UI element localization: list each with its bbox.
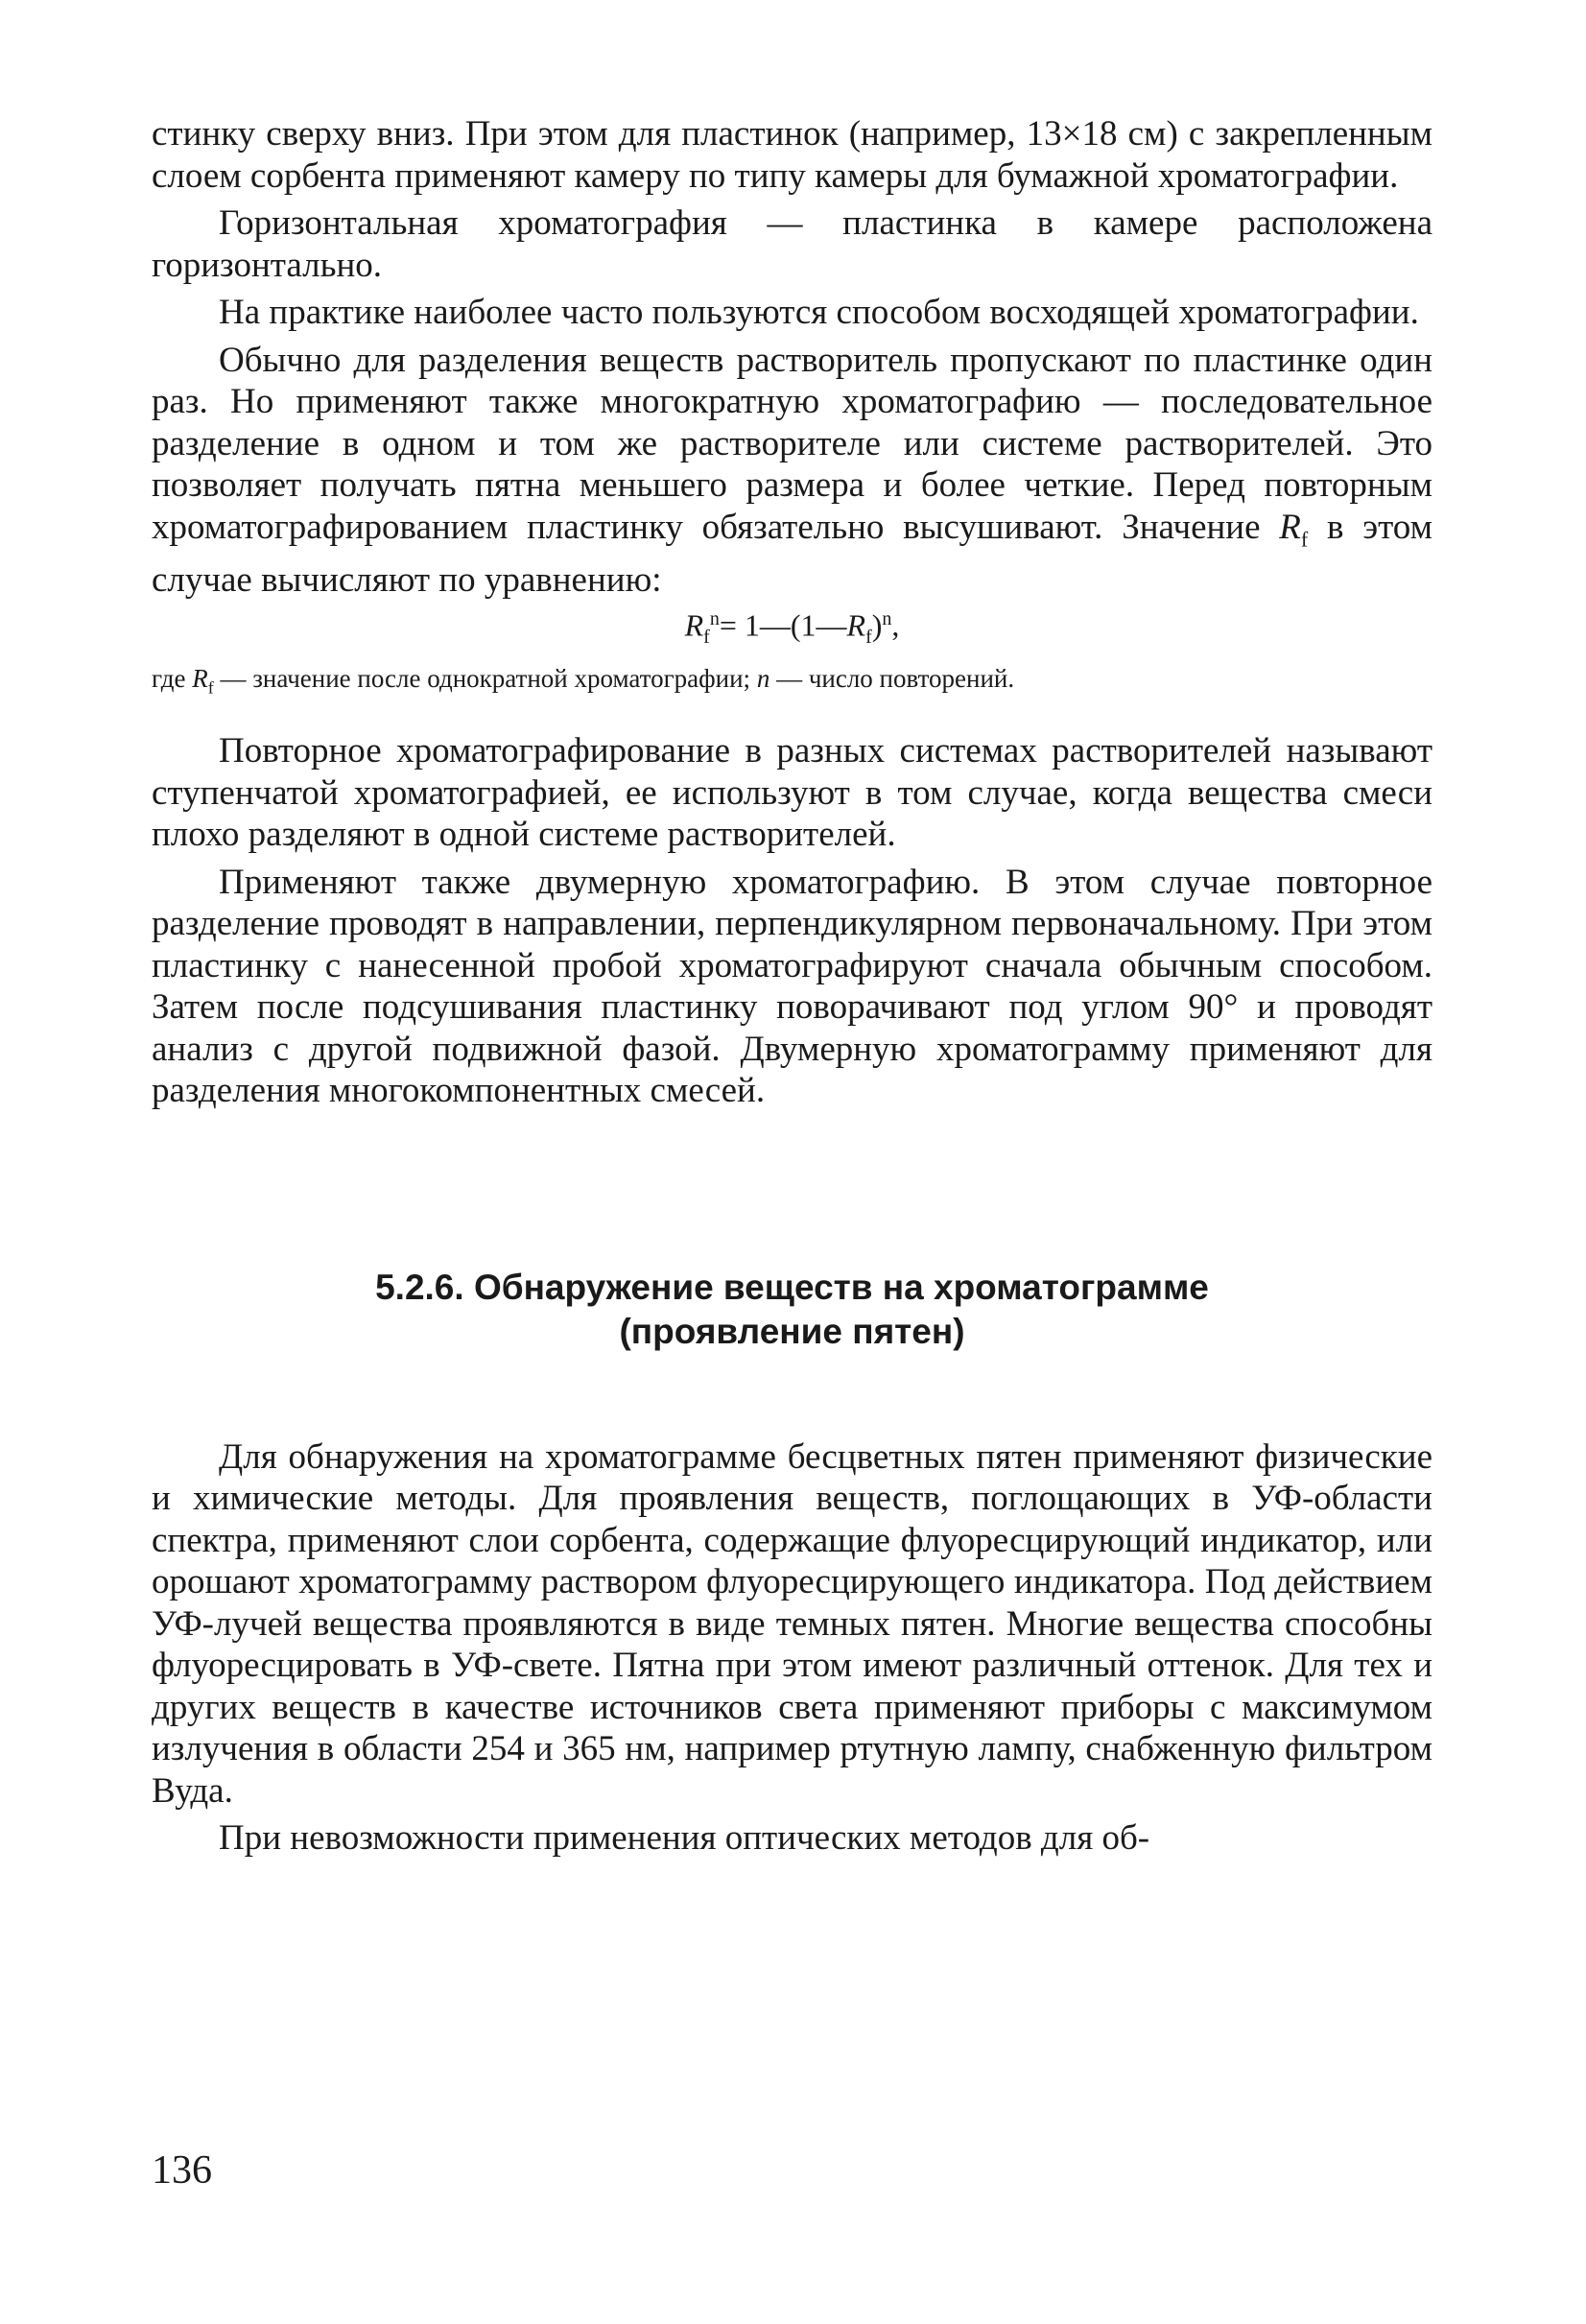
equation-note (152, 660, 1432, 705)
equation (152, 602, 1432, 654)
equation-r-sub: f (865, 626, 872, 648)
equation-lhs: R (684, 607, 704, 643)
equation-close: ) (871, 607, 883, 643)
equation-lhs-sup: n (709, 607, 720, 629)
paragraph-4 (152, 340, 1432, 602)
paragraph-4-text-b: в этом случае вычисляют по уравнению: (152, 507, 1433, 601)
section-heading-line-1: 5.2.6. Обнаружение веществ на хроматограмме (375, 1267, 1209, 1307)
equation-lhs-sub: f (703, 626, 710, 648)
note-text-a: где (152, 663, 193, 693)
paragraph-7: Для обнаружения на хроматограмме бесцветных пятен применяют физические и химические методы. Для проявления веществ, поглощающих в УФ-области спектра, применяют слои сорбента, содержащие флуоресцирующий индикатор, или орошают хроматограмму раствором флуоресцирующего индикатора. Под действием УФ-лучей вещества проявляются в виде темных пятен. Многие вещества способны флуоресцировать в УФ-свете. Пятна при этом имеют различный оттенок. Для тех и других веществ в качестве источников света применяют приборы с максимумом излучения в области 254 и 365 нм, например ртутную лампу, снабженную фильтром Вуда. (152, 1436, 1432, 1811)
rf-subscript: f (1300, 526, 1309, 551)
equation-eq: = 1—(1— (719, 607, 847, 643)
paragraph-6: Применяют также двумерную хроматографию. В этом случае повторное разделение проводят в направлении, перпендикулярном первоначальному. При этом пластинку с нанесенной пробой хроматографируют сначала обычным способом. Затем после подсушивания пластинку поворачивают под углом 90° и проводят анализ с другой подвижной фазой. Двумерную хроматограмму применяют для разделения многокомпонентных смесей. (152, 862, 1432, 1111)
note-r-sub: f (207, 677, 214, 698)
note-text-b: — значение после однократной хроматографии; (213, 663, 757, 693)
paragraph-3: На практике наиболее часто пользуются способом восходящей хроматографии. (219, 293, 1419, 332)
paragraph-1: стинку сверху вниз. При этом для пластинок (например, 13×18 см) с закрепленным слоем сорбента применяют камеру по типу камеры для бумажной хроматографии. (152, 114, 1432, 196)
paragraph-2: Горизонтальная хроматография — пластинка в камере расположена горизонтально. (152, 203, 1432, 285)
heading-spacer (152, 1354, 1432, 1436)
page-body (152, 113, 1432, 1860)
equation-sup: n (882, 607, 892, 629)
page-number: 136 (152, 2148, 212, 2193)
section-heading (152, 1266, 1432, 1354)
note-r: R (192, 663, 208, 693)
equation-r: R (846, 607, 866, 643)
equation-end: , (891, 607, 900, 643)
paragraph-5: Повторное хроматографирование в разных системах растворителей называют ступенчатой хроматографией, ее используют в том случае, когда вещества смеси плохо разделяют в одной системе растворителей. (152, 731, 1432, 855)
section-heading-line-2: (проявление пятен) (619, 1311, 965, 1351)
note-n: n (756, 663, 770, 693)
paragraph-8: При невозможности применения оптических методов для об- (219, 1818, 1150, 1859)
note-text-c: — число повторений. (769, 663, 1015, 693)
paragraph-4-text-a: Обычно для разделения веществ растворитель пропускают по пластинке один раз. Но применяют также многократную хроматографию — последовательное разделение в одном и том же растворителе или системе растворителей. Это позволяет получать пятна меньшего размера и более четкие. Перед повторным хроматографированием пластинку обязательно высушивают. Значение (152, 340, 1432, 547)
rf-symbol: R (1279, 507, 1301, 547)
